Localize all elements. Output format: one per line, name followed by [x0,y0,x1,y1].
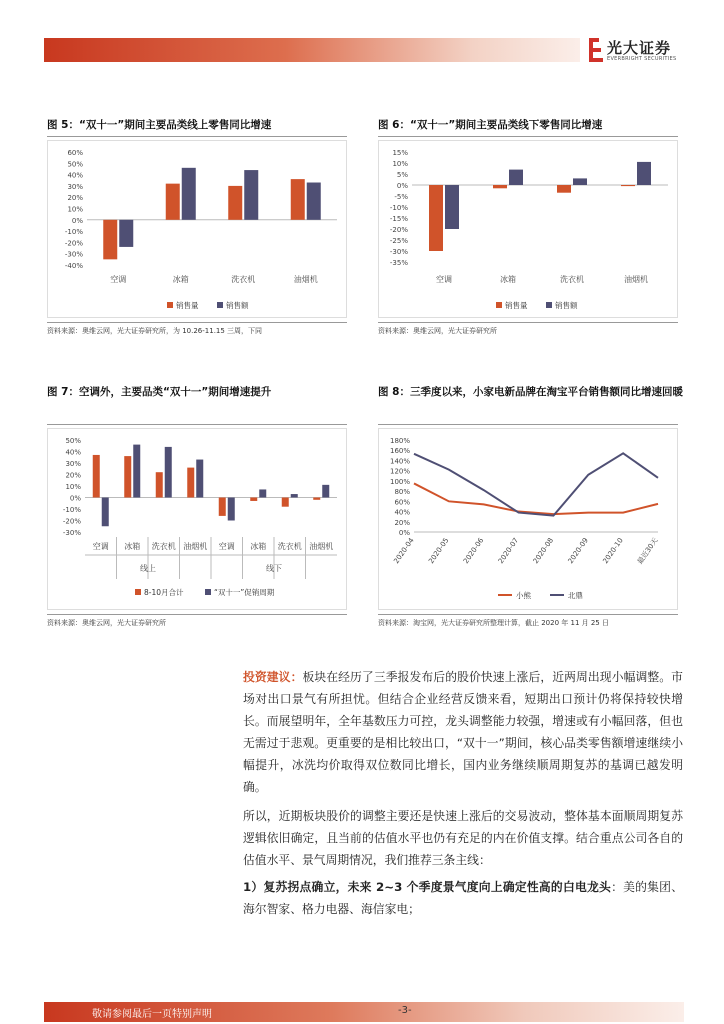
y-tick-label: 180% [389,437,410,445]
category-label: 冰箱 [500,275,516,284]
category-label: 油烟机 [293,275,318,284]
x-tick-label: 2020-07 [496,536,521,566]
legend-label: 8-10月合计 [144,588,184,597]
bar-series1 [291,179,305,220]
fig8-title-rule [378,424,678,425]
chart-frame [48,429,347,610]
recommendation-companies: ：美的集团、海尔智家、格力电器、海信家电； [243,880,683,916]
y-tick-label: 0% [398,529,410,537]
fig6-source-rule [378,322,678,323]
company-logo [589,36,689,66]
y-tick-label: 50% [67,160,83,169]
legend-label: 销售额 [555,301,578,310]
y-tick-label: -30% [62,529,81,537]
bar-series2 [509,170,523,185]
y-tick-label: 160% [389,447,410,456]
bar-series1 [493,185,507,188]
chart-frame [379,141,678,318]
bar-series2 [182,168,196,220]
legend-label: 小熊 [516,591,531,600]
category-label: 洗衣机 [277,542,302,551]
footer-disclaimer: 敬请参阅最后一页特别声明 [92,1009,212,1020]
series-line-2 [414,453,658,515]
bar-series2 [244,170,258,220]
bar-series1 [429,185,443,251]
y-tick-label: 60% [394,498,410,507]
bar-series2 [133,445,140,498]
legend-swatch [496,302,502,308]
group-label: 线下 [266,564,282,573]
y-tick-label: 30% [65,460,81,468]
legend-swatch [546,302,552,308]
y-tick-label: 140% [389,457,410,466]
series-line-1 [414,483,658,514]
category-label: 洗衣机 [231,275,256,284]
y-tick-label: 40% [65,448,81,457]
fig7-source-rule [47,614,347,615]
y-tick-label: 40% [394,508,410,517]
legend-swatch [167,302,173,308]
bar-series2 [102,498,109,527]
y-tick-label: -10% [62,506,81,514]
category-label: 空调 [436,275,452,284]
fig5-source: 资料来源：奥维云网，光大证券研究所，为 10.26-11.15 三周，下同 [47,327,263,335]
x-tick-label: 2020-05 [427,536,451,566]
y-tick-label: 20% [394,518,410,527]
y-tick-label: 120% [389,467,410,476]
bar-series1 [219,498,226,516]
y-tick-label: 60% [67,149,83,157]
y-tick-label: 0% [71,216,83,225]
legend-label: 北鼎 [568,591,583,600]
legend-swatch [205,589,211,595]
bar-series2 [322,485,329,498]
fig7-chart [47,428,347,610]
logo-mark-icon [589,38,603,62]
category-label: 空调 [92,542,109,551]
y-tick-label: -30% [64,250,83,259]
category-label: 冰箱 [172,275,189,284]
bar-series2 [307,183,321,220]
bar-series1 [93,455,100,498]
y-tick-label: -15% [389,215,408,223]
legend-swatch [135,589,141,595]
y-tick-label: -30% [389,248,408,256]
legend-swatch [217,302,223,308]
fig5-source-rule [47,322,347,323]
y-tick-label: -20% [389,226,408,234]
investment-advice-label: 投资建议： [243,670,303,684]
y-tick-label: -5% [394,193,408,201]
x-tick-label: 最近30天 [635,536,660,566]
y-tick-label: -35% [389,259,408,267]
group-label: 线上 [140,564,156,573]
fig5-title: 图 5：“双十一”期间主要品类线上零售同比增速 [47,119,272,131]
recommendation-line-1 [243,876,683,920]
category-label: 洗衣机 [151,542,176,551]
category-label: 油烟机 [309,542,334,551]
y-tick-label: 5% [396,171,408,179]
y-tick-label: -25% [389,237,408,245]
y-tick-label: 15% [392,149,408,157]
bar-series1 [187,468,194,498]
fig6-title: 图 6：“双十一”期间主要品类线下零售同比增速 [378,119,603,131]
category-label: 洗衣机 [560,275,584,284]
y-tick-label: 50% [65,437,81,445]
category-label: 冰箱 [124,542,141,551]
y-tick-label: 100% [389,477,410,486]
logo-text: 光大证券 [607,39,672,57]
fig6-title-rule [378,136,678,137]
legend-label: 销售量 [505,301,528,310]
bar-series2 [165,447,172,498]
page-number: -3- [398,1005,412,1016]
x-tick-label: 2020-06 [462,536,486,566]
bar-series1 [282,498,289,507]
fig8-source-rule [378,614,678,615]
bar-series2 [573,178,587,185]
header-band [44,38,580,62]
category-label: 空调 [110,275,127,284]
y-tick-label: 0% [69,494,81,503]
y-tick-label: -20% [62,517,81,526]
bar-series2 [445,185,459,229]
category-label: 油烟机 [183,542,208,551]
y-tick-label: -10% [389,204,408,212]
y-tick-label: -40% [64,262,83,270]
fig8-title: 图 8：三季度以来，小家电新品牌在淘宝平台销售额同比增速回暖 [378,386,683,398]
bar-series2 [119,220,133,247]
fig7-title: 图 7：空调外，主要品类“双十一”期间增速提升 [47,386,272,398]
y-tick-label: 10% [392,160,408,168]
x-tick-label: 2020-08 [531,536,556,566]
y-tick-label: 10% [65,483,81,491]
bar-series1 [156,472,163,497]
recommendation-heading: 1）复苏拐点确立，未来 2~3 个季度景气度向上确定性高的白电龙头 [243,880,612,894]
x-tick-label: 2020-04 [392,536,416,566]
category-label: 油烟机 [624,275,648,284]
bar-series1 [250,498,257,501]
bar-series1 [557,185,571,193]
y-tick-label: 30% [67,182,83,191]
investment-advice-paragraph [243,666,683,798]
y-tick-label: 40% [67,171,83,180]
x-tick-label: 2020-10 [601,536,625,566]
y-tick-label: -20% [64,239,83,248]
y-tick-label: 10% [67,205,83,214]
bar-series1 [103,220,117,260]
fig5-chart [47,140,347,318]
fig8-source: 资料来源：淘宝网，光大证券研究所整理计算，截止 2020 年 11 月 25 日 [378,619,609,627]
fig7-source: 资料来源：奥维云网，光大证券研究所 [47,619,166,627]
bar-series1 [124,456,131,497]
bar-series1 [621,185,635,186]
fig8-chart [378,428,678,610]
bar-series2 [259,489,266,497]
bar-series1 [166,184,180,220]
legend-label: 销售额 [226,301,249,310]
y-tick-label: 80% [394,488,410,497]
y-tick-label: -10% [64,228,83,237]
category-label: 空调 [218,542,235,551]
bar-series2 [637,162,651,185]
logo-subtext: EVERBRIGHT SECURITIES [607,56,677,62]
legend-label: 销售量 [176,301,199,310]
category-label: 冰箱 [250,542,267,551]
chart-frame [379,429,678,610]
bar-series2 [196,460,203,498]
y-tick-label: 0% [396,182,408,190]
bar-series1 [228,186,242,220]
conclusion-paragraph: 所以，近期板块股价的调整主要还是快速上涨后的交易波动，整体基本面顺周期复苏逻辑依旧确定，且当前的估值水平也仍有充足的内在价值支撑。结合重点公司各自的估值水平、景气周期情况，我们推荐三条主线： [243,809,683,867]
y-tick-label: 20% [67,194,83,203]
bar-series2 [291,494,298,497]
investment-advice-text: 板块在经历了三季报发布后的股价快速上涨后，近两周出现小幅调整。市场对出口景气有所担忧。但结合企业经营反馈来看，短期出口预计仍将保持较快增长。而展望明年，全年基数压力可控，龙头调整能力较强，增速或有小幅回落，但也无需过于悲观。更重要的是相比较出口，“双十一”期间，核心品类零售额增速继续小幅提升，冰洗均价取得双位数同比增长，国内业务继续顺周期复苏的基调已越发明确。 [243,670,683,794]
fig6-chart [378,140,678,318]
legend-label: “双十一”促销周期 [214,588,275,597]
x-tick-label: 2020-09 [566,536,590,566]
y-tick-label: 20% [65,471,81,480]
bar-series2 [228,498,235,521]
bar-series1 [313,498,320,500]
fig5-title-rule [47,136,347,137]
chart-frame [48,141,347,318]
fig7-title-rule [47,424,347,425]
fig6-source: 资料来源：奥维云网，光大证券研究所 [378,327,497,335]
